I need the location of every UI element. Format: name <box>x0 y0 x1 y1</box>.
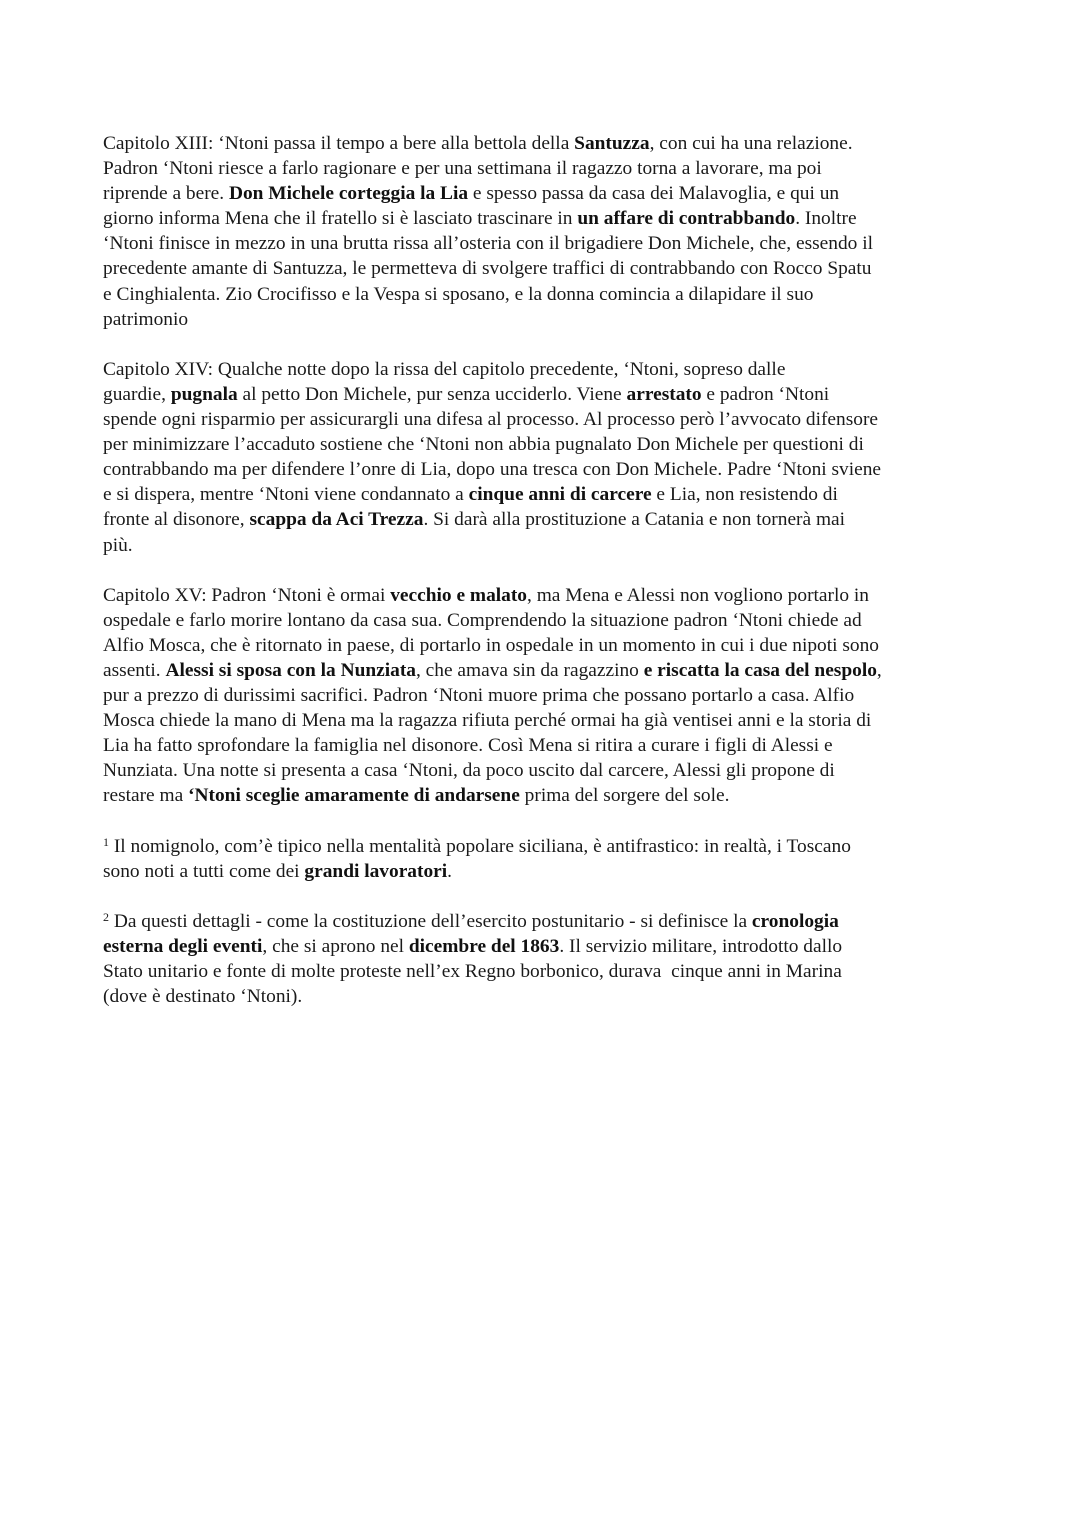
bold-text: cinque anni di carcere <box>468 484 652 506</box>
text-line <box>103 984 1003 1009</box>
text-line <box>103 683 1003 708</box>
bold-text: scappa da Aci Trezza <box>249 509 424 531</box>
footnote-1 <box>103 834 1003 884</box>
text-line <box>103 533 1003 558</box>
text-run: Capitolo XIV: Qualche notte dopo la rissa del capitolo precedente, ‘Ntoni, sopreso dalle <box>103 358 786 380</box>
chapter-paragraph-capitolo-xiii <box>103 131 1003 332</box>
text-line <box>103 457 1003 482</box>
text-run: restare ma <box>103 785 189 807</box>
footnote-marker: 1 <box>103 834 109 849</box>
bold-text: un affare di contrabbando <box>577 208 796 230</box>
footnote-2 <box>103 909 1003 1009</box>
text-run: e spesso passa da casa dei Malavoglia, e qui un <box>468 183 840 205</box>
text-line <box>103 708 1003 733</box>
text-run: e Cinghialenta. Zio Crocifisso e la Vespa si sposano, e la donna comincia a dilapidare il suo <box>103 283 814 305</box>
text-run: Alfio Mosca, che è ritornato in paese, di portarlo in ospedale in un momento in cui i due nipoti sono <box>103 634 879 656</box>
text-run: pur a prezzo di durissimi sacrifici. Padron ‘Ntoni muore prima che possano portarlo a casa. Alfio <box>103 685 855 707</box>
bold-text: vecchio e malato <box>390 584 528 606</box>
chapter-paragraph-capitolo-xiv <box>103 357 1003 558</box>
text-run: precedente amante di Santuzza, le permetteva di svolgere traffici di contrabbando con Rocco Spatu <box>103 258 872 280</box>
text-run: patrimonio <box>103 308 189 330</box>
text-line <box>103 131 1003 156</box>
text-run: più. <box>103 534 133 556</box>
text-run: (dove è destinato ‘Ntoni). <box>103 986 303 1008</box>
text-run: , ma Mena e Alessi non vogliono portarlo in <box>527 584 869 606</box>
text-run: . Si darà alla prostituzione a Catania e non tornerà mai <box>423 509 846 531</box>
text-run: ‘Ntoni finisce in mezzo in una brutta rissa all’osteria con il brigadiere Don Michele, che, essendo il <box>103 233 873 255</box>
text-run: giorno informa Mena che il fratello si è lasciato trascinare in <box>103 208 578 230</box>
text-line <box>103 658 1003 683</box>
text-line <box>103 834 1003 859</box>
text-line <box>103 407 1003 432</box>
footnote-marker: 2 <box>103 909 109 924</box>
text-run: Stato unitario e fonte di molte proteste nell’ex Regno borbonico, durava cinque anni in Marina <box>103 961 842 983</box>
text-run: contrabbando ma per difendere l’onre di Lia, dopo una tresca con Don Michele. Padre ‘Ntoni sviene <box>103 459 882 481</box>
text-run: , che amava sin da ragazzino <box>415 659 644 681</box>
text-run: . <box>447 860 453 882</box>
text-line <box>103 783 1003 808</box>
bold-text: arrestato <box>626 383 702 405</box>
text-line <box>103 482 1003 507</box>
bold-text: cronologia <box>751 910 839 932</box>
text-run: Nunziata. Una notte si presenta a casa ‘Ntoni, da poco uscito dal carcere, Alessi gli propone di <box>103 760 835 782</box>
text-run: sono noti a tutti come dei <box>103 860 305 882</box>
text-line <box>103 307 1003 332</box>
text-line <box>103 859 1003 884</box>
text-run: e si dispera, mentre ‘Ntoni viene condannato a <box>103 484 469 506</box>
text-run: , con cui ha una relazione. <box>649 133 853 154</box>
bold-text: e riscatta la casa del nespolo <box>643 659 877 681</box>
text-line <box>103 758 1003 783</box>
text-run: . Inoltre <box>795 208 857 230</box>
text-line <box>103 256 1003 281</box>
text-line <box>103 357 1003 382</box>
chapter-paragraph-capitolo-xv <box>103 583 1003 809</box>
text-line <box>103 733 1003 758</box>
text-run: fronte al disonore, <box>103 509 250 531</box>
bold-text: dicembre del 1863 <box>408 936 560 957</box>
text-line <box>103 432 1003 457</box>
bold-text: grandi lavoratori <box>304 860 448 882</box>
text-run: e Lia, non resistendo di <box>651 484 838 506</box>
text-line <box>103 583 1003 608</box>
text-run: Capitolo XIII: ‘Ntoni passa il tempo a bere alla bettola della <box>103 133 575 154</box>
text-run: e padron ‘Ntoni <box>701 383 830 405</box>
text-line <box>103 282 1003 307</box>
text-run: , <box>876 659 882 681</box>
text-line <box>103 181 1003 206</box>
text-line <box>103 206 1003 231</box>
text-line <box>103 382 1003 407</box>
text-line <box>103 934 1003 959</box>
text-run: per minimizzare l’accaduto sostiene che ‘Ntoni non abbia pugnalato Don Michele per questioni di <box>103 434 864 456</box>
text-line <box>103 507 1003 532</box>
text-run: spende ogni risparmio per assicurargli una difesa al processo. Al processo però l’avvocato difensore <box>103 409 879 431</box>
text-line <box>103 156 1003 181</box>
text-line <box>103 608 1003 633</box>
text-run: Lia ha fatto sprofondare la famiglia nel disonore. Così Mena si ritira a curare i figli di Alessi e <box>103 735 833 757</box>
footnotes <box>103 834 1003 1010</box>
text-run: Padron ‘Ntoni riesce a farlo ragionare e per una settimana il ragazzo torna a lavorare, ma poi <box>103 158 822 180</box>
text-run: Mosca chiede la mano di Mena ma la ragazza rifiuta perché ormai ha già ventisei anni e la storia di <box>103 710 872 732</box>
text-run: ospedale e farlo morire lontano da casa sua. Comprendendo la situazione padron ‘Ntoni chiede ad <box>103 609 862 631</box>
text-line <box>103 909 1003 934</box>
chapter-summaries <box>103 131 1003 809</box>
document-page <box>103 131 1003 1034</box>
bold-text: ‘Ntoni sceglie amaramente di andarsene <box>188 785 520 807</box>
text-line <box>103 231 1003 256</box>
text-run: assenti. <box>103 659 166 681</box>
text-run: Capitolo XV: Padron ‘Ntoni è ormai <box>103 584 391 606</box>
bold-text: pugnala <box>170 383 238 405</box>
text-line <box>103 633 1003 658</box>
bold-text: Don Michele corteggia la Lia <box>228 183 469 205</box>
text-run: guardie, <box>103 383 171 405</box>
text-run: Da questi dettagli - come la costituzione dell’esercito postunitario - si definisce la <box>109 910 752 932</box>
bold-text: Alessi si sposa con la Nunziata <box>165 659 416 681</box>
text-run: riprende a bere. <box>103 183 229 205</box>
text-run: . Il servizio militare, introdotto dallo <box>559 936 843 957</box>
bold-text: esterna degli eventi <box>103 936 263 957</box>
bold-text: Santuzza <box>574 133 650 154</box>
text-run: al petto Don Michele, pur senza ucciderlo. Viene <box>237 383 627 405</box>
text-line <box>103 959 1003 984</box>
text-run: Il nomignolo, com’è tipico nella mentalità popolare siciliana, è antifrastico: in realtà, i Toscano <box>109 835 851 857</box>
text-run: , che si aprono nel <box>262 936 409 957</box>
text-run: prima del sorgere del sole. <box>519 785 730 807</box>
